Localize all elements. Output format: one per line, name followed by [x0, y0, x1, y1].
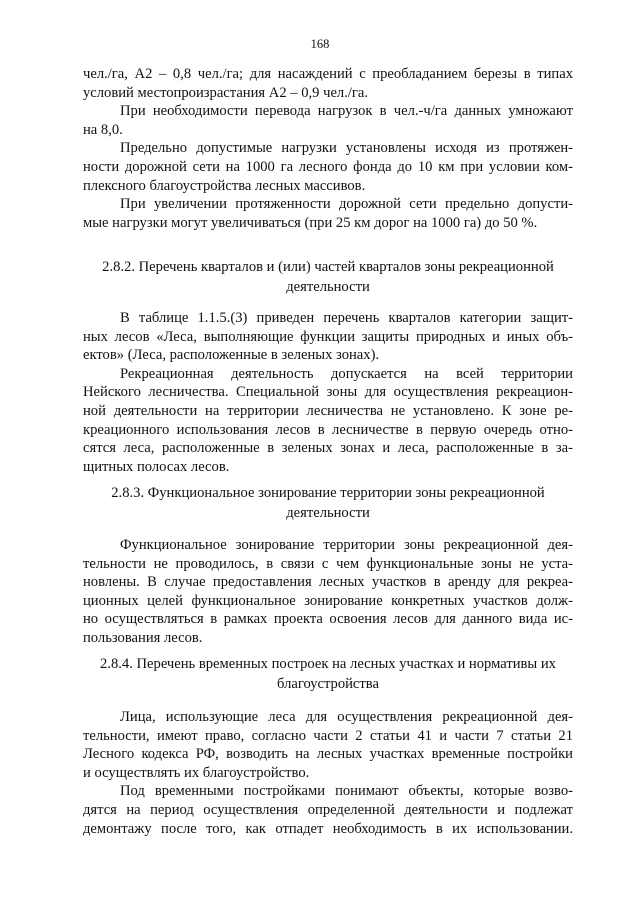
text-line: При увеличении протяженности дорожной сети предельно допусти- — [120, 196, 573, 213]
section-2-8-3-body — [83, 536, 573, 648]
text-line: ционных целей функциональное зонирование конкретных участков долж- — [83, 592, 573, 609]
heading-line: деятельности — [286, 504, 370, 521]
text-line: сятся леса, расположенные в зеленых зонах и леса, расположенные в за- — [83, 440, 573, 457]
text-line: Нейского лесничества. Специальной зоны для осуществления рекреацион- — [83, 384, 573, 401]
intro-text — [83, 65, 573, 232]
text-line: тельности, имеют право, согласно части 2 статьи 41 и части 7 статьи 21 — [83, 727, 573, 744]
text-line: но осуществляться в рамках проекта освоения лесов для данного вида ис- — [83, 611, 573, 628]
section-2-8-4-heading — [80, 655, 576, 694]
text-line: Функциональное зонирование территории зоны рекреационной дея- — [120, 537, 573, 553]
section-2-8-2-body — [83, 309, 573, 476]
text-line: ности дорожной сети на 1000 га лесного фонда до 10 км при условии ком- — [83, 158, 573, 175]
text-line: мые нагрузки могут увеличиваться (при 25 км дорог на 1000 га) до 50 %. — [83, 214, 538, 231]
heading-line: 2.8.4. Перечень временных построек на лесных участках и нормативы их — [100, 656, 556, 672]
text-line: Под временными постройками понимают объекты, которые возво- — [120, 783, 573, 800]
text-line: креационного использования лесов в лесничестве в первую очередь отно- — [83, 421, 573, 438]
page-number: 168 — [310, 37, 330, 51]
text-line: Лесного кодекса РФ, возводить на лесных участках временные постройки — [83, 746, 573, 763]
text-line: При необходимости перевода нагрузок в чел.-ч/га данных умножают — [120, 103, 573, 120]
heading-line: благоустройства — [277, 675, 379, 692]
text-line: Предельно допустимые нагрузки установлены исходя из протяжен- — [120, 140, 573, 157]
text-line: В таблице 1.1.5.(3) приведен перечень кварталов категории защит- — [120, 310, 573, 326]
text-line: и осуществлять их благоустройство. — [83, 764, 310, 781]
heading-line: 2.8.3. Функциональное зонирование территории зоны рекреационной — [111, 485, 545, 501]
text-line: пользования лесов. — [83, 629, 203, 646]
text-line: демонтажу после того, как отпадет необходимость в их использовании. — [83, 820, 573, 837]
text-line: условий местопроизрастания А2 – 0,9 чел./га. — [83, 84, 369, 101]
text-line: чел./га, А2 – 0,8 чел./га; для насаждений с преобладанием березы в типах — [83, 66, 573, 82]
text-line: щитных полосах лесов. — [83, 458, 230, 475]
text-line: новлены. В случае предоставления лесных участков в аренду для рекреа- — [83, 574, 573, 591]
text-line: ных лесов «Леса, выполняющие функции защиты природных и иных объ- — [83, 328, 573, 345]
section-2-8-3-heading — [80, 484, 576, 523]
text-line: на 8,0. — [83, 121, 123, 138]
text-line: ектов» (Леса, расположенные в зеленых зонах). — [83, 347, 380, 364]
heading-line: 2.8.2. Перечень кварталов и (или) частей кварталов зоны рекреационной — [102, 259, 554, 275]
text-line: тельности не проводилось, в связи с чем функциональные зоны не уста- — [83, 555, 573, 572]
heading-line: деятельности — [286, 278, 370, 295]
section-2-8-2-heading — [80, 258, 576, 297]
text-line: ной деятельности на территории лесничества не установлено. К зоне ре- — [83, 402, 573, 419]
text-line: дятся на период осуществления определенной деятельности и подлежат — [83, 801, 573, 818]
text-line: Рекреационная деятельность допускается на всей территории — [120, 365, 573, 382]
text-line: плексного благоустройства лесных массивов. — [83, 177, 366, 194]
text-line: Лица, использующие леса для осуществления рекреационной дея- — [120, 709, 573, 725]
section-2-8-4-body — [83, 708, 573, 838]
